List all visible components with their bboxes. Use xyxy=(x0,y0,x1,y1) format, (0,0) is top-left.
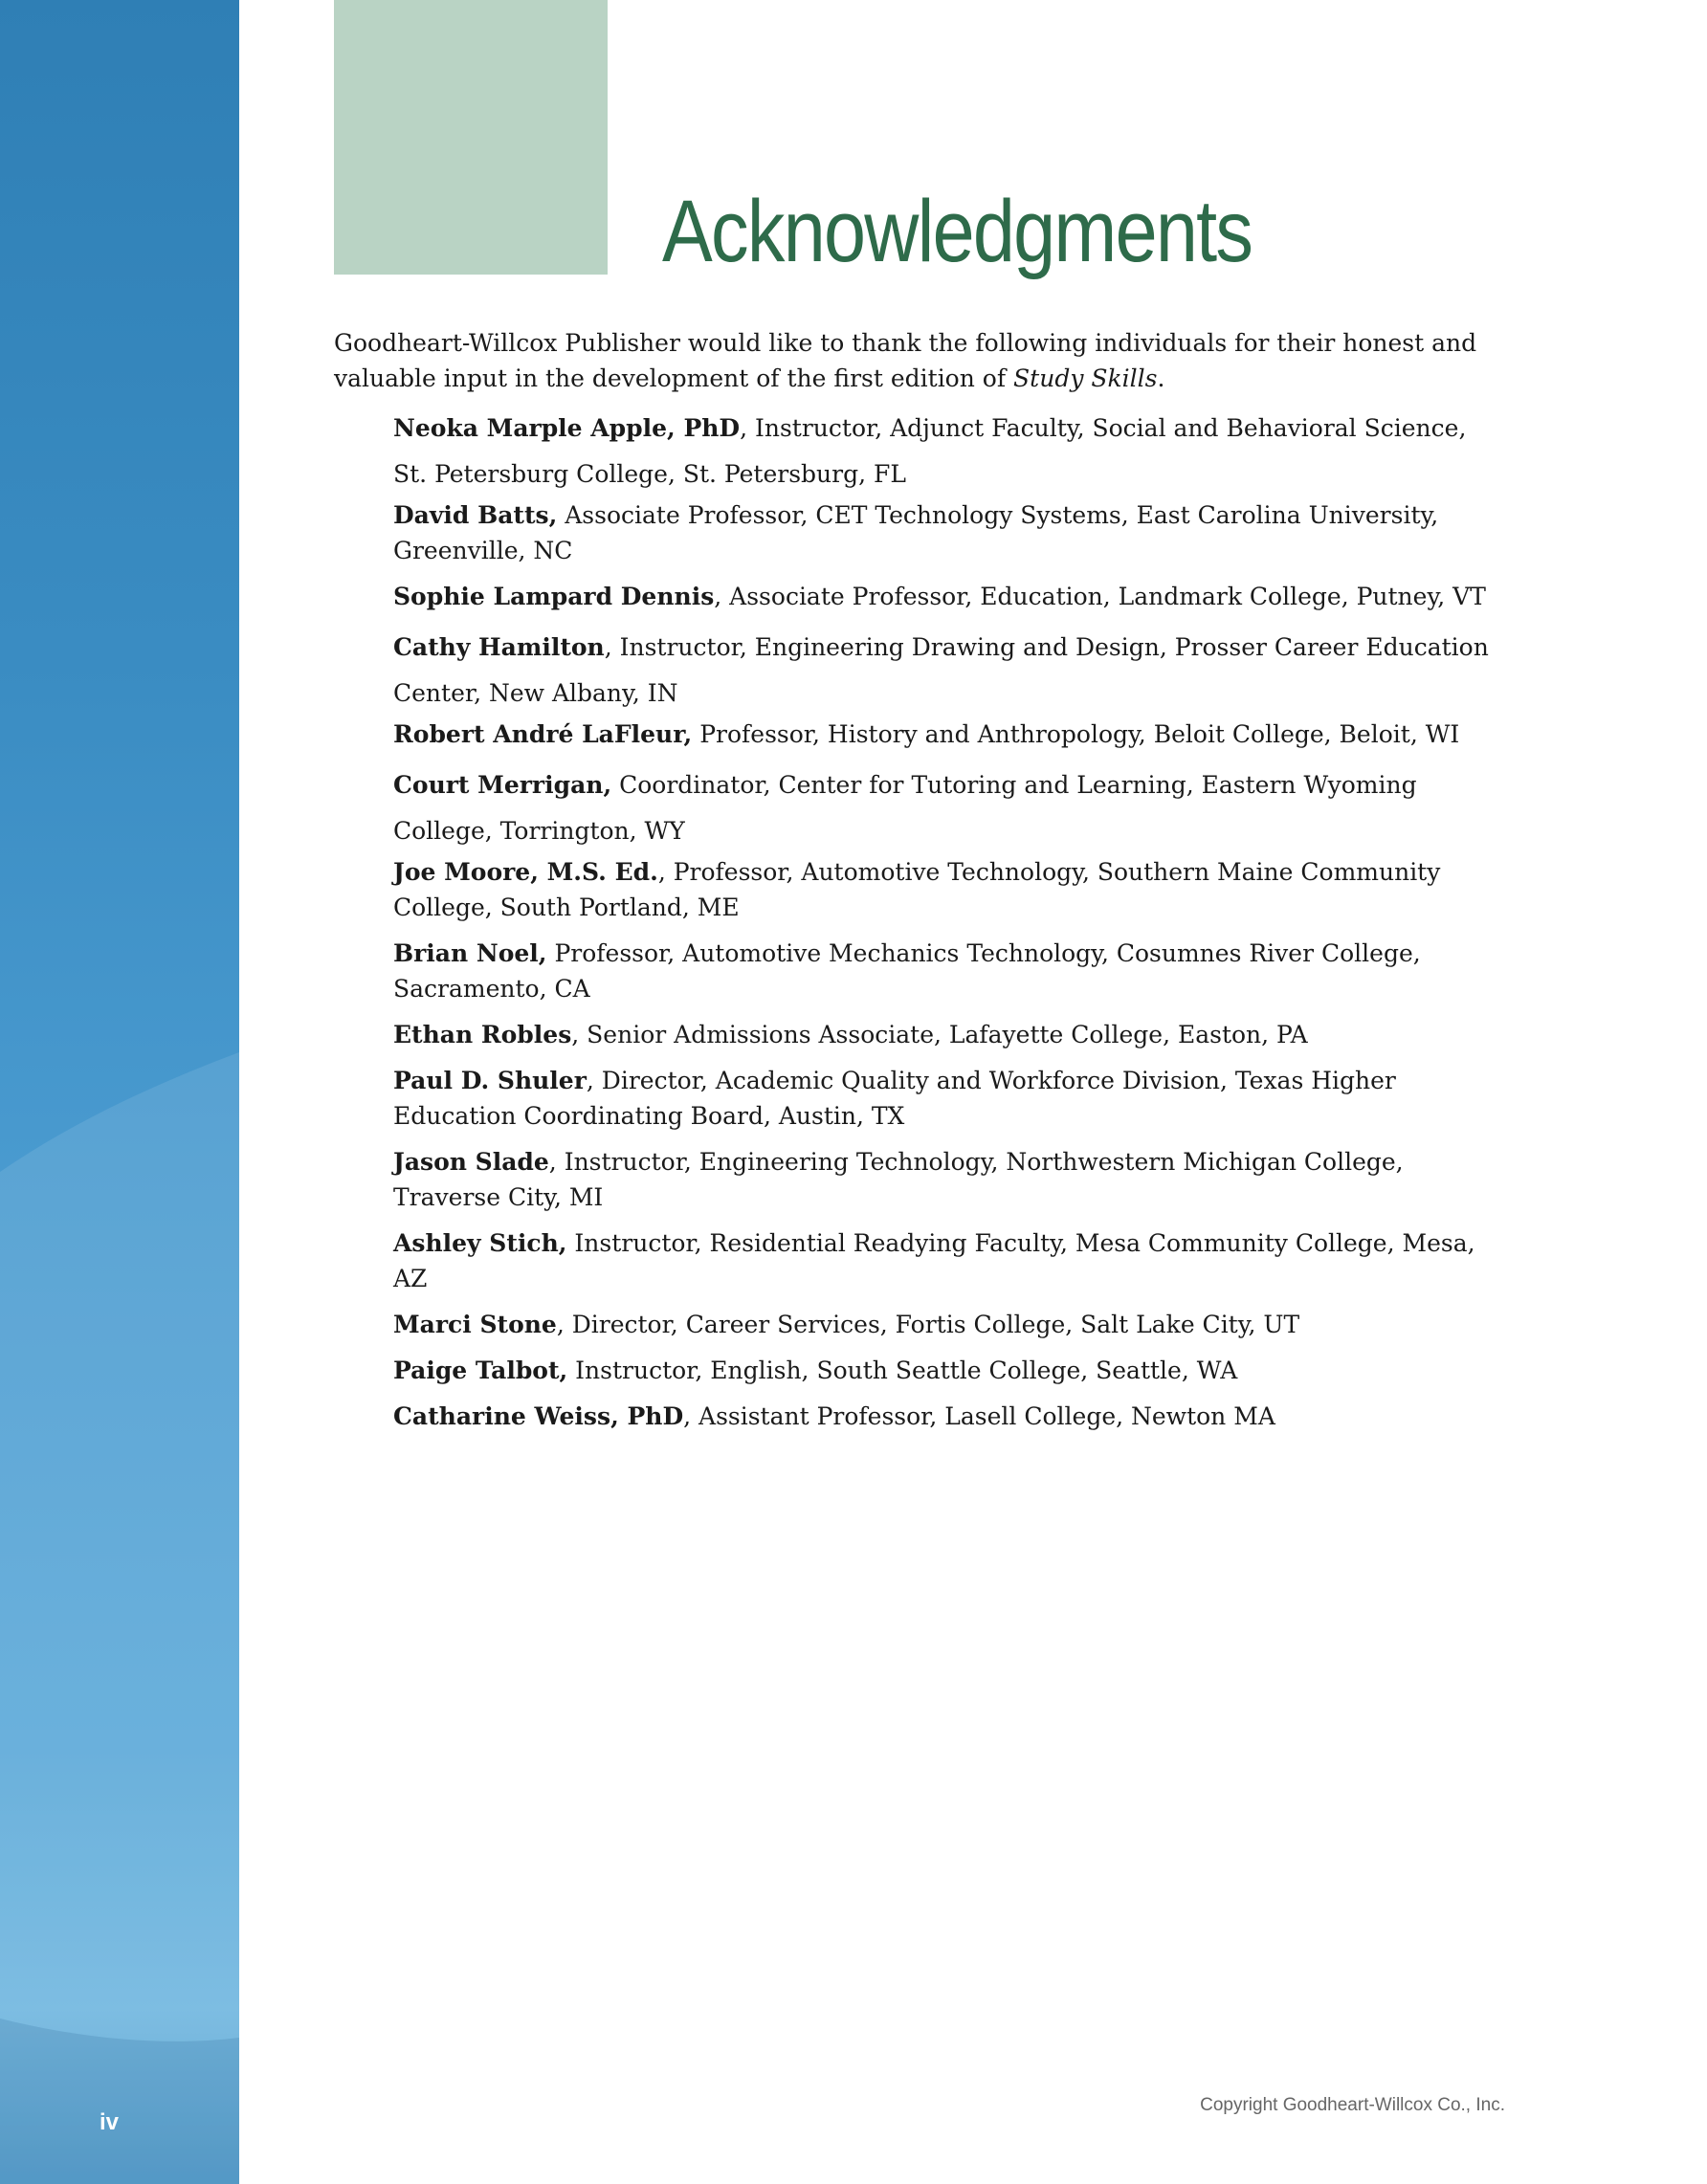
reviewer-item xyxy=(393,1063,1503,1134)
reviewer-details: , Director, Academic Quality and Workforce Division, Texas Higher Education Coordinating Board, Austin, TX xyxy=(393,1067,1396,1130)
reviewer-name: Brian Noel, xyxy=(393,939,547,967)
reviewer-item xyxy=(393,406,1503,497)
reviewer-name: David Batts, xyxy=(393,501,558,529)
reviewer-name: Ethan Robles xyxy=(393,1021,572,1048)
sidebar-band xyxy=(0,0,239,2184)
reviewer-item xyxy=(393,1144,1503,1215)
reviewer-item xyxy=(393,1017,1503,1052)
page-title: Acknowledgments xyxy=(662,183,1253,280)
intro-text: Goodheart-Willcox Publisher would like to thank the following individuals for their honest and valuable input in the development of the first edition of xyxy=(334,329,1477,392)
reviewer-details: Professor, Automotive Mechanics Technology, Cosumnes River College, Sacramento, CA xyxy=(393,939,1421,1003)
reviewer-details: Professor, History and Anthropology, Beloit College, Beloit, WI xyxy=(692,720,1460,748)
reviewer-details: , Senior Admissions Associate, Lafayette College, Easton, PA xyxy=(571,1021,1308,1048)
reviewer-details: Coordinator, Center for Tutoring and Learning, Eastern Wyoming College, Torrington, WY xyxy=(393,771,1417,845)
book-title: Study Skills xyxy=(1013,364,1158,392)
reviewer-name: Robert André LaFleur, xyxy=(393,720,693,748)
copyright-notice: Copyright Goodheart-Willcox Co., Inc. xyxy=(1200,2095,1505,2115)
reviewer-name: Jason Slade xyxy=(393,1148,549,1176)
reviewer-details: , Instructor, Adjunct Faculty, Social and Behavioral Science, St. Petersburg College, St. Petersburg, FL xyxy=(393,414,1467,488)
reviewer-details: Associate Professor, CET Technology Systems, East Carolina University, Greenville, NC xyxy=(393,501,1439,564)
reviewer-details: , Instructor, Engineering Technology, Northwestern Michigan College, Traverse City, MI xyxy=(393,1148,1404,1211)
reviewer-list xyxy=(393,406,1503,1445)
reviewer-name: Neoka Marple Apple, PhD xyxy=(393,414,741,442)
decorative-green-block xyxy=(334,0,608,275)
reviewer-name: Joe Moore, M.S. Ed. xyxy=(393,858,658,886)
reviewer-name: Catharine Weiss, PhD xyxy=(393,1402,684,1430)
intro-text-end: . xyxy=(1157,364,1165,392)
reviewer-name: Sophie Lampard Dennis xyxy=(393,583,715,610)
reviewer-item xyxy=(393,854,1503,925)
reviewer-name: Cathy Hamilton xyxy=(393,633,605,661)
reviewer-item xyxy=(393,717,1503,752)
reviewer-item xyxy=(393,1399,1503,1434)
reviewer-name: Court Merrigan, xyxy=(393,771,612,799)
reviewer-details: Instructor, English, South Seattle College, Seattle, WA xyxy=(567,1357,1238,1384)
reviewer-name: Paul D. Shuler xyxy=(393,1067,587,1094)
reviewer-name: Paige Talbot, xyxy=(393,1357,568,1384)
reviewer-details: , Assistant Professor, Lasell College, Newton MA xyxy=(683,1402,1275,1430)
intro-paragraph xyxy=(334,325,1520,396)
reviewer-item xyxy=(393,579,1503,614)
reviewer-item xyxy=(393,1307,1503,1342)
sidebar-swoosh-graphic xyxy=(0,0,239,2184)
reviewer-name: Marci Stone xyxy=(393,1311,557,1338)
reviewer-details: , Director, Career Services, Fortis College, Salt Lake City, UT xyxy=(556,1311,1300,1338)
reviewer-details: , Instructor, Engineering Drawing and Design, Prosser Career Education Center, New Albany, IN xyxy=(393,633,1489,707)
reviewer-details: Instructor, Residential Readying Faculty, Mesa Community College, Mesa, AZ xyxy=(393,1229,1475,1292)
reviewer-name: Ashley Stich, xyxy=(393,1229,567,1257)
reviewer-details: , Associate Professor, Education, Landmark College, Putney, VT xyxy=(714,583,1486,610)
page-number: iv xyxy=(100,2109,120,2135)
reviewer-details: , Professor, Automotive Technology, Southern Maine Community College, South Portland, ME xyxy=(393,858,1441,921)
reviewer-item xyxy=(393,497,1503,568)
reviewer-item xyxy=(393,936,1503,1006)
reviewer-item xyxy=(393,1225,1503,1296)
reviewer-item xyxy=(393,625,1503,717)
reviewer-item xyxy=(393,1353,1503,1388)
reviewer-item xyxy=(393,762,1503,854)
